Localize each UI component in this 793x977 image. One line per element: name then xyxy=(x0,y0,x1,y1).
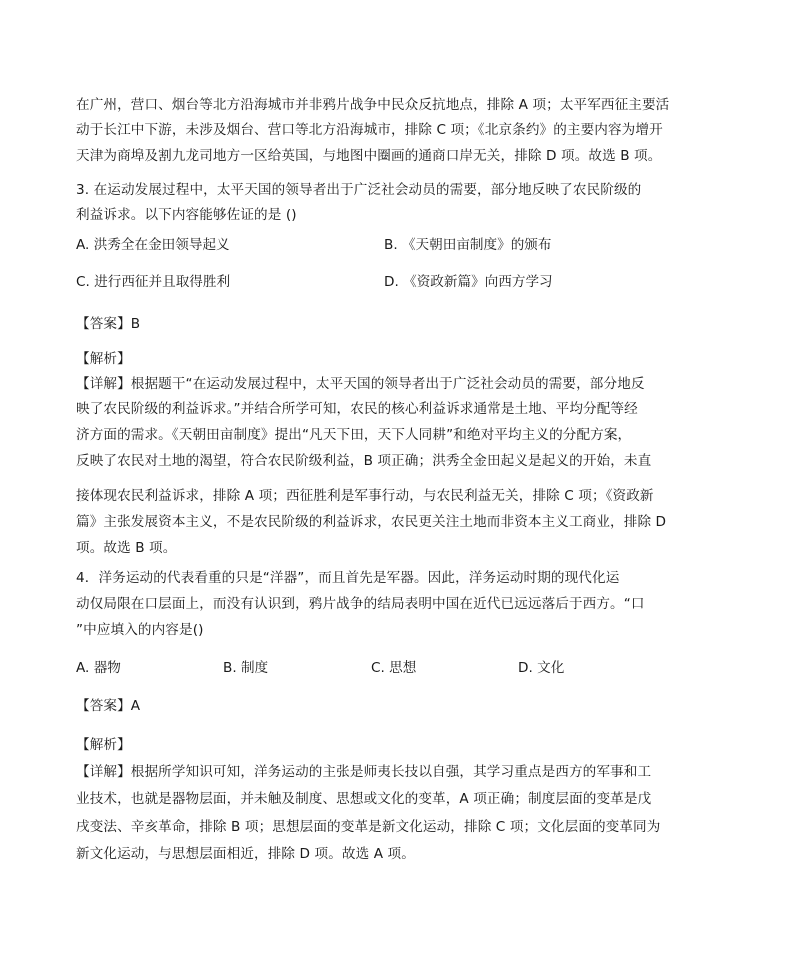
q4-analysis-label: 【解析】 xyxy=(76,737,131,753)
q3-option-d: D. 《资政新篇》向西方学习 xyxy=(384,274,553,290)
q4-detail-line-3: 戌变法、辛亥革命，排除 B 项；思想层面的变革是新文化运动，排除 C 项；文化层面的变革同为 xyxy=(76,819,661,835)
q3-stem-line-1: 3. 在运动发展过程中，太平天国的领导者出于广泛社会动员的需要，部分地反映了农民阶级的 xyxy=(76,182,642,198)
q2-analysis-line-3: 天津为商埠及割九龙司地方一区给英国，与地图中圈画的通商口岸无关，排除 D 项。故选 B 项。 xyxy=(76,148,662,164)
q3-detail-line-5: 接体现农民利益诉求，排除 A 项；西征胜利是军事行动，与农民利益无关，排除 C 项；《资政新 xyxy=(76,488,654,504)
q3-option-c: C. 进行西征并且取得胜利 xyxy=(76,274,231,290)
q3-detail-line-2: 映了农民阶级的利益诉求。”并结合所学可知，农民的核心利益诉求通常是土地、平均分配等经 xyxy=(76,401,638,417)
q3-detail-line-1: 【详解】根据题干“在运动发展过程中，太平天国的领导者出于广泛社会动员的需要，部分地反 xyxy=(76,376,645,392)
q2-analysis-line-2: 动于长江中下游，未涉及烟台、营口等北方沿海城市，排除 C 项；《北京条约》的主要内容为增开 xyxy=(76,122,663,138)
q4-stem-line-1: 4．洋务运动的代表看重的只是“洋器”，而且首先是军器。因此，洋务运动时期的现代化运 xyxy=(76,570,620,586)
q3-option-a: A. 洪秀全在金田领导起义 xyxy=(76,237,230,253)
q3-detail-line-3: 济方面的需求。《天朝田亩制度》提出“凡天下田，天下人同耕”和绝对平均主义的分配方案， xyxy=(76,427,632,443)
q4-option-a: A. 器物 xyxy=(76,660,121,676)
q3-option-b: B. 《天朝田亩制度》的颁布 xyxy=(384,237,552,253)
q4-option-d: D. 文化 xyxy=(518,660,565,676)
q4-detail-line-2: 业技术，也就是器物层面，并未触及制度、思想或文化的变革，A 项正确；制度层面的变革是戊 xyxy=(76,791,652,807)
q3-analysis-label: 【解析】 xyxy=(76,351,131,367)
q4-detail-line-1: 【详解】根据所学知识可知，洋务运动的主张是师夷长技以自强，其学习重点是西方的军事和工 xyxy=(76,764,652,780)
q3-detail-line-6: 篇》主张发展资本主义，不是农民阶级的利益诉求，农民更关注土地而非资本主义工商业，排除 D xyxy=(76,514,667,530)
q3-stem-line-2: 利益诉求。以下内容能够佐证的是 () xyxy=(76,207,297,223)
q4-answer: 【答案】A xyxy=(76,698,141,714)
q4-stem-line-2: 动仅局限在口层面上，而没有认识到，鸦片战争的结局表明中国在近代已远远落后于西方。“口 xyxy=(76,596,645,612)
q3-answer: 【答案】B xyxy=(76,316,141,332)
q4-detail-line-4: 新文化运动，与思想层面相近，排除 D 项。故选 A 项。 xyxy=(76,846,415,862)
q4-stem-line-3: ”中应填入的内容是() xyxy=(76,622,204,638)
q3-detail-line-7: 项。故选 B 项。 xyxy=(76,540,177,556)
q4-option-b: B. 制度 xyxy=(223,660,269,676)
q4-option-c: C. 思想 xyxy=(371,660,417,676)
q3-detail-line-4: 反映了农民对土地的渴望，符合农民阶级利益，B 项正确；洪秀全金田起义是起义的开始，未直 xyxy=(76,453,652,469)
q2-analysis-line-1: 在广州，营口、烟台等北方沿海城市并非鸦片战争中民众反抗地点，排除 A 项；太平军西征主要活 xyxy=(76,97,670,113)
